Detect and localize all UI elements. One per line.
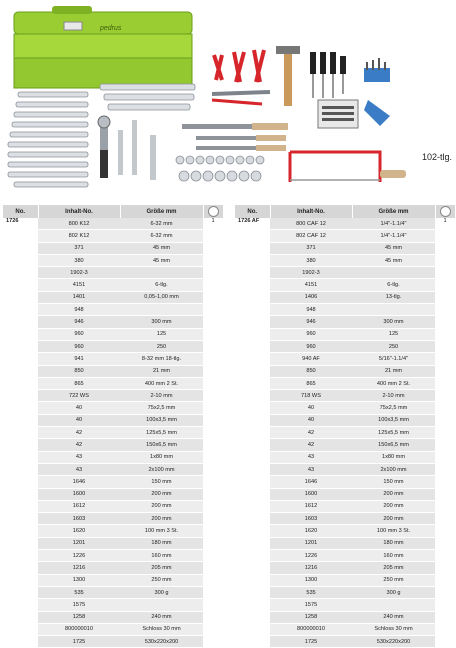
size-cell: 75x2,5 mm: [120, 402, 203, 414]
content-number-cell: 1258: [38, 611, 120, 623]
size-cell: 160 mm: [120, 550, 203, 562]
size-cell: 21 mm: [352, 365, 435, 377]
size-cell: 240 mm: [352, 611, 435, 623]
content-number-cell: 960: [270, 340, 352, 352]
content-number-cell: 43: [270, 463, 352, 475]
size-cell: 250 mm: [120, 574, 203, 586]
size-cell: 2-10 mm: [352, 390, 435, 402]
screwdriver-set-icon: [310, 52, 346, 98]
content-number-cell: 1216: [38, 562, 120, 574]
size-cell: Schloss 30 mm: [352, 623, 435, 635]
size-cell: 205 mm: [120, 562, 203, 574]
size-cell: [120, 304, 203, 316]
content-number-cell: 43: [270, 451, 352, 463]
content-number-cell: 948: [270, 304, 352, 316]
content-number-cell: 40: [270, 402, 352, 414]
size-cell: 125x5,5 mm: [120, 427, 203, 439]
size-cell: 45 mm: [352, 254, 435, 266]
size-cell: 100x3,5 mm: [120, 414, 203, 426]
content-number-cell: 802 CAF 12: [270, 230, 352, 242]
col-header-no: No.: [3, 205, 38, 218]
content-number-cell: 865: [38, 377, 120, 389]
content-number-cell: 946: [270, 316, 352, 328]
content-number-cell: 40: [38, 414, 120, 426]
size-cell: 300 g: [352, 586, 435, 598]
size-cell: 200 mm: [120, 513, 203, 525]
size-cell: Schloss 30 mm: [120, 623, 203, 635]
content-number-cell: 1646: [270, 476, 352, 488]
content-number-cell: 40: [270, 414, 352, 426]
table-header-row: [235, 205, 455, 218]
table-row: [3, 218, 223, 230]
size-cell: 8-32 mm 18-tlg.: [120, 353, 203, 365]
content-number-cell: 43: [38, 451, 120, 463]
content-number-cell: 1612: [38, 500, 120, 512]
size-cell: 2x100 mm: [120, 463, 203, 475]
content-number-cell: 1600: [270, 488, 352, 500]
content-number-cell: 371: [38, 242, 120, 254]
size-cell: 150 mm: [352, 476, 435, 488]
content-number-cell: 946: [38, 316, 120, 328]
size-cell: 13-tlg.: [352, 291, 435, 303]
content-number-cell: 960: [270, 328, 352, 340]
content-number-cell: 1603: [38, 513, 120, 525]
content-number-cell: 42: [38, 439, 120, 451]
content-number-cell: 1575: [270, 599, 352, 611]
size-cell: 250: [120, 340, 203, 352]
size-cell: 400 mm 2 St.: [352, 377, 435, 389]
size-cell: 200 mm: [352, 488, 435, 500]
col-header-icon: [435, 205, 455, 218]
size-cell: 200 mm: [352, 513, 435, 525]
size-cell: 300 g: [120, 586, 203, 598]
content-number-cell: 1300: [270, 574, 352, 586]
size-cell: 530x220x200: [352, 636, 435, 648]
content-number-cell: 1258: [270, 611, 352, 623]
size-cell: 1x80 mm: [352, 451, 435, 463]
content-number-cell: 800 K12: [38, 218, 120, 230]
content-number-cell: 1620: [270, 525, 352, 537]
content-number-cell: 1902-3: [270, 267, 352, 279]
size-cell: 300 mm: [120, 316, 203, 328]
size-cell: [120, 599, 203, 611]
size-cell: 6-tlg.: [120, 279, 203, 291]
content-number-cell: 1902-3: [38, 267, 120, 279]
content-number-cell: 1646: [38, 476, 120, 488]
content-number-cell: 960: [38, 340, 120, 352]
size-cell: 125: [352, 328, 435, 340]
size-cell: [352, 267, 435, 279]
size-cell: 250: [352, 340, 435, 352]
col-header-groesse: Größe mm: [352, 205, 435, 218]
content-number-cell: 1725: [38, 636, 120, 648]
content-number-cell: 1406: [270, 291, 352, 303]
size-cell: 1/4"-1.1/4": [352, 230, 435, 242]
content-number-cell: 940 AF: [270, 353, 352, 365]
size-cell: 100x3,5 mm: [352, 414, 435, 426]
size-cell: 75x2,5 mm: [352, 402, 435, 414]
content-number-cell: 4151: [38, 279, 120, 291]
size-cell: 6-32 mm: [120, 218, 203, 230]
size-cell: 6-tlg.: [352, 279, 435, 291]
content-number-cell: 43: [38, 463, 120, 475]
size-cell: 5/16"-1.1/4": [352, 353, 435, 365]
size-cell: 150x6,5 mm: [352, 439, 435, 451]
content-number-cell: 380: [270, 254, 352, 266]
size-cell: 0,05-1,00 mm: [120, 291, 203, 303]
col-header-inhalt: Inhalt-No.: [38, 205, 120, 218]
piece-count-caption: 102-tlg.: [422, 152, 453, 162]
content-number-cell: 42: [270, 427, 352, 439]
hammer-icon: [276, 46, 300, 106]
content-number-cell: 941: [38, 353, 120, 365]
size-cell: 205 mm: [352, 562, 435, 574]
content-number-cell: 850: [270, 365, 352, 377]
sun-icon: [208, 206, 219, 217]
pliers-icon: [214, 50, 264, 82]
content-number-cell: 1216: [270, 562, 352, 574]
toolset-illustration: [0, 0, 456, 200]
size-cell: 160 mm: [352, 550, 435, 562]
locking-pliers-icon: [212, 92, 270, 104]
content-number-cell: 1226: [38, 550, 120, 562]
content-number-cell: 948: [38, 304, 120, 316]
utility-knife-icon: [364, 100, 390, 126]
content-number-cell: 722 WS: [38, 390, 120, 402]
size-cell: 150x6,5 mm: [120, 439, 203, 451]
size-cell: 100 mm 3 St.: [120, 525, 203, 537]
content-number-cell: 1300: [38, 574, 120, 586]
content-number-cell: 802 K12: [38, 230, 120, 242]
col-header-inhalt: Inhalt-No.: [270, 205, 352, 218]
content-number-cell: 1612: [270, 500, 352, 512]
tool-box-icon: [14, 6, 192, 88]
quantity-cell: 1: [203, 218, 223, 648]
col-header-groesse: Größe mm: [120, 205, 203, 218]
socket-set-icon: [176, 156, 264, 181]
punch-set-icon: [318, 100, 358, 128]
content-number-cell: 865: [270, 377, 352, 389]
svg-text:pedrus: pedrus: [100, 25, 122, 32]
contents-table-metric: [3, 205, 224, 648]
file-set-icon: [182, 123, 288, 151]
col-header-no: No.: [235, 205, 270, 218]
size-cell: 6-32 mm: [120, 230, 203, 242]
content-number-cell: 800000010: [270, 623, 352, 635]
size-cell: 2-10 mm: [120, 390, 203, 402]
content-number-cell: 1600: [38, 488, 120, 500]
content-number-cell: 1201: [38, 537, 120, 549]
content-number-cell: 960: [38, 328, 120, 340]
hacksaw-icon: [290, 152, 406, 182]
content-number-cell: 1603: [270, 513, 352, 525]
content-number-cell: 1575: [38, 599, 120, 611]
size-cell: 250 mm: [352, 574, 435, 586]
content-number-cell: 371: [270, 242, 352, 254]
size-cell: 200 mm: [352, 500, 435, 512]
content-number-cell: 800 CAF 12: [270, 218, 352, 230]
content-number-cell: 1725: [270, 636, 352, 648]
product-photo: [0, 0, 456, 200]
content-number-cell: 850: [38, 365, 120, 377]
content-number-cell: 1620: [38, 525, 120, 537]
content-number-cell: 1201: [270, 537, 352, 549]
content-number-cell: 1226: [270, 550, 352, 562]
size-cell: 300 mm: [352, 316, 435, 328]
size-cell: 180 mm: [352, 537, 435, 549]
size-cell: 150 mm: [120, 476, 203, 488]
size-cell: 100 mm 3 St.: [352, 525, 435, 537]
size-cell: 200 mm: [120, 500, 203, 512]
size-cell: 530x220x200: [120, 636, 203, 648]
quantity-cell: 1: [435, 218, 455, 648]
article-number: 1726: [3, 218, 38, 648]
size-cell: 200 mm: [120, 488, 203, 500]
col-header-icon: [203, 205, 223, 218]
size-cell: 1/4"-1.1/4": [352, 218, 435, 230]
content-number-cell: 535: [38, 586, 120, 598]
size-cell: 45 mm: [120, 242, 203, 254]
size-cell: [352, 599, 435, 611]
content-number-cell: 42: [270, 439, 352, 451]
size-cell: [120, 267, 203, 279]
contents-table-af: [235, 205, 456, 648]
size-cell: [352, 304, 435, 316]
size-cell: 2x100 mm: [352, 463, 435, 475]
content-number-cell: 380: [38, 254, 120, 266]
size-cell: 1x80 mm: [120, 451, 203, 463]
size-cell: 125x5,5 mm: [352, 427, 435, 439]
sun-icon: [440, 206, 451, 217]
content-number-cell: 4151: [270, 279, 352, 291]
size-cell: 400 mm 2 St.: [120, 377, 203, 389]
table-header-row: [3, 205, 223, 218]
content-number-cell: 718 WS: [270, 390, 352, 402]
size-cell: 21 mm: [120, 365, 203, 377]
content-number-cell: 40: [38, 402, 120, 414]
content-number-cell: 535: [270, 586, 352, 598]
size-cell: 45 mm: [352, 242, 435, 254]
ratchet-icon: [98, 116, 156, 180]
content-number-cell: 800000010: [38, 623, 120, 635]
content-number-cell: 1401: [38, 291, 120, 303]
size-cell: 125: [120, 328, 203, 340]
article-number: 1726 AF: [235, 218, 270, 648]
content-number-cell: 42: [38, 427, 120, 439]
hex-key-set-icon: [364, 58, 390, 82]
size-cell: 45 mm: [120, 254, 203, 266]
size-cell: 240 mm: [120, 611, 203, 623]
table-row: [235, 218, 455, 230]
size-cell: 180 mm: [120, 537, 203, 549]
